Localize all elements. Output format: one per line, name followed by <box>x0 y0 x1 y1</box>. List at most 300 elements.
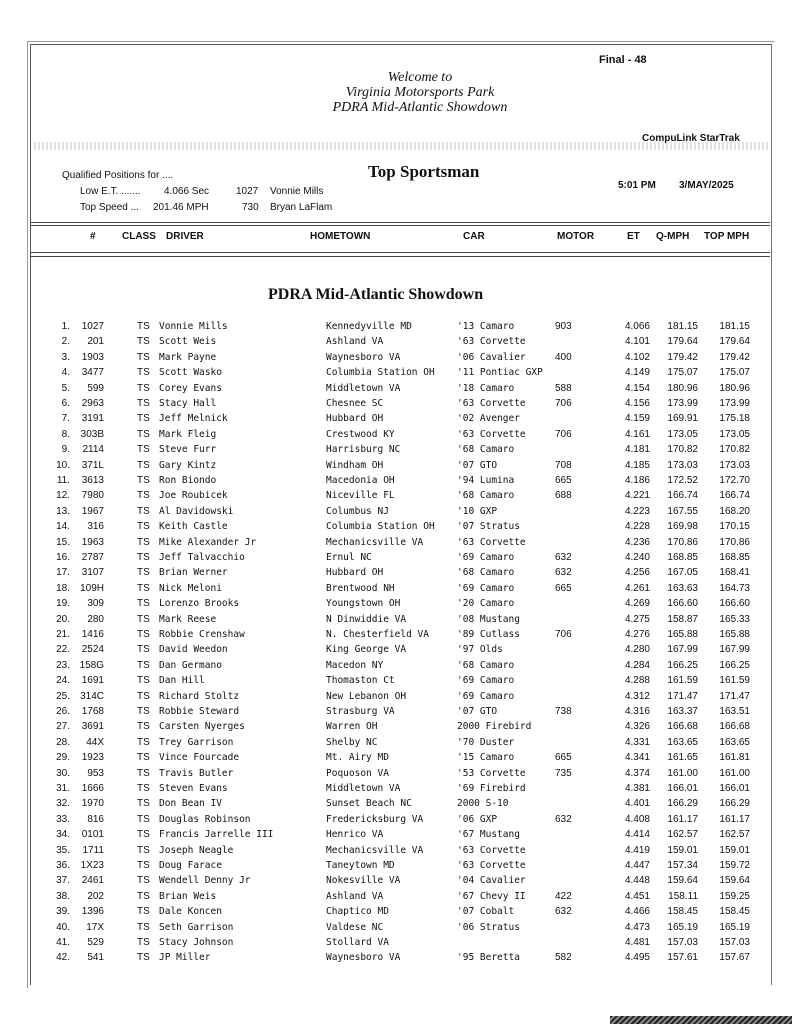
low-et-value: 4.066 Sec <box>164 186 210 197</box>
qualifying-mph: 158.45 <box>667 906 698 918</box>
table-row <box>0 537 792 552</box>
top-mph: 165.88 <box>719 629 750 640</box>
top-mph: 166.01 <box>719 783 750 794</box>
class-code: TS <box>137 937 150 948</box>
qualifying-mph: 161.65 <box>667 752 698 764</box>
motor: 735 <box>555 767 572 779</box>
elapsed-time: 4.419 <box>624 844 650 856</box>
result-position: 1. <box>61 321 70 332</box>
event-name: PDRA Mid-Atlantic Showdown <box>332 100 508 115</box>
result-position: 18. <box>56 582 70 594</box>
top-mph: 159.25 <box>719 890 750 902</box>
car-number: 2461 <box>81 875 104 887</box>
top-mph: 161.17 <box>719 813 750 825</box>
elapsed-time: 4.316 <box>624 706 650 717</box>
table-row <box>0 490 792 505</box>
top-mph: 172.70 <box>719 475 750 486</box>
hometown: Sunset Beach NC <box>326 798 412 810</box>
car-model: '68 Camaro <box>457 567 515 579</box>
table-row <box>0 367 792 382</box>
motor: 400 <box>555 351 572 363</box>
hometown: Ernul NC <box>326 552 372 563</box>
result-position: 23. <box>56 659 70 671</box>
class-code: TS <box>137 829 150 841</box>
driver-name: Ron Biondo <box>159 475 217 486</box>
elapsed-time: 4.341 <box>624 752 650 764</box>
table-row <box>0 552 792 567</box>
class-code: TS <box>137 505 150 517</box>
car-number: 17X <box>86 921 104 933</box>
driver-name: Mike Alexander Jr <box>159 536 257 548</box>
qualified-title: Qualified Positions for .... <box>62 170 174 181</box>
car-number: 1768 <box>81 706 104 717</box>
hometown: Waynesboro VA <box>326 952 401 964</box>
elapsed-time: 4.256 <box>624 567 650 579</box>
car-model: '02 Avenger <box>457 413 520 425</box>
elapsed-time: 4.221 <box>624 490 650 502</box>
class-code: TS <box>137 906 150 918</box>
car-number: 1903 <box>81 351 104 363</box>
result-position: 6. <box>61 398 70 409</box>
hometown: Poquoson VA <box>326 767 389 779</box>
motor: 665 <box>555 752 572 764</box>
result-position: 34. <box>56 829 70 841</box>
qualifying-mph: 170.86 <box>667 536 698 548</box>
driver-name: Mark Payne <box>159 351 217 363</box>
elapsed-time: 4.102 <box>624 351 650 363</box>
hometown: Taneytown MD <box>326 860 395 871</box>
hometown: Chesnee SC <box>326 398 384 409</box>
elapsed-time: 4.161 <box>624 428 650 440</box>
header-rule-bottom-2 <box>30 256 770 257</box>
car-number: 309 <box>87 598 104 610</box>
driver-name: David Weedon <box>159 644 228 656</box>
report-date: 3/MAY/2025 <box>679 180 734 191</box>
table-row <box>0 721 792 736</box>
top-mph: 167.99 <box>719 644 750 656</box>
top-speed-number: 730 <box>242 202 259 213</box>
hometown: Kennedyville MD <box>326 321 412 332</box>
car-number: 1X23 <box>80 860 104 871</box>
table-row <box>0 321 792 336</box>
class-code: TS <box>137 598 150 610</box>
result-position: 10. <box>56 459 70 471</box>
result-position: 5. <box>61 382 70 394</box>
motor: 632 <box>555 813 572 825</box>
result-position: 8. <box>61 428 70 440</box>
result-position: 20. <box>56 613 70 625</box>
col-header-number: # <box>90 231 96 242</box>
hometown: Fredericksburg VA <box>326 813 424 825</box>
motor: 738 <box>555 706 572 717</box>
car-model: '67 Mustang <box>457 829 520 841</box>
car-model: '18 Camaro <box>457 382 515 394</box>
welcome-line: Welcome to <box>387 70 453 85</box>
result-position: 7. <box>61 413 70 425</box>
car-model: '69 Camaro <box>457 675 515 687</box>
qualifying-mph: 173.05 <box>667 428 698 440</box>
result-position: 2. <box>61 336 70 348</box>
elapsed-time: 4.481 <box>624 937 650 948</box>
table-row <box>0 429 792 444</box>
top-mph: 173.99 <box>719 398 750 409</box>
top-mph: 166.29 <box>719 798 750 810</box>
top-mph: 170.15 <box>719 521 750 533</box>
low-et-number: 1027 <box>236 186 259 197</box>
class-code: TS <box>137 444 150 456</box>
table-row <box>0 336 792 351</box>
result-position: 25. <box>56 690 70 702</box>
result-position: 37. <box>56 875 70 887</box>
car-model: '69 Camaro <box>457 582 515 594</box>
table-row <box>0 922 792 937</box>
driver-name: Robbie Crenshaw <box>159 629 245 640</box>
motor: 632 <box>555 567 572 579</box>
hometown: Macedon NY <box>326 659 384 671</box>
car-number: 3107 <box>81 567 104 579</box>
driver-name: Lorenzo Brooks <box>159 598 240 610</box>
car-model: '94 Lumina <box>457 475 515 486</box>
timing-system: CompuLink StarTrak <box>642 133 740 144</box>
table-row <box>0 860 792 875</box>
top-mph: 159.64 <box>719 875 750 887</box>
top-mph: 163.65 <box>719 736 750 748</box>
car-number: 3613 <box>81 475 104 486</box>
car-model: '69 Camaro <box>457 552 515 563</box>
table-row <box>0 875 792 890</box>
driver-name: Carsten Nyerges <box>159 721 245 733</box>
class-code: TS <box>137 706 150 717</box>
top-mph: 164.73 <box>719 582 750 594</box>
car-number: 1691 <box>81 675 104 687</box>
result-position: 42. <box>56 952 70 964</box>
car-model: '95 Beretta <box>457 952 520 964</box>
table-row <box>0 783 792 798</box>
driver-name: Stacy Johnson <box>159 937 234 948</box>
elapsed-time: 4.066 <box>624 321 650 332</box>
elapsed-time: 4.284 <box>624 659 650 671</box>
qualifying-mph: 166.25 <box>667 659 698 671</box>
elapsed-time: 4.331 <box>624 736 650 748</box>
top-mph: 181.15 <box>719 321 750 332</box>
driver-name: Douglas Robinson <box>159 813 251 825</box>
car-model: '06 Cavalier <box>457 351 526 363</box>
top-mph: 161.59 <box>719 675 750 687</box>
class-code: TS <box>137 860 150 871</box>
driver-name: Mark Fleig <box>159 428 217 440</box>
result-position: 40. <box>56 921 70 933</box>
top-mph: 166.74 <box>719 490 750 502</box>
qualifying-mph: 161.00 <box>667 767 698 779</box>
driver-name: Francis Jarrelle III <box>159 829 274 841</box>
driver-name: Seth Garrison <box>159 921 234 933</box>
table-row <box>0 691 792 706</box>
top-mph: 165.33 <box>719 613 750 625</box>
motor: 582 <box>555 952 572 964</box>
table-row <box>0 598 792 613</box>
car-model: '69 Camaro <box>457 690 515 702</box>
qualifying-mph: 171.47 <box>667 690 698 702</box>
track-name: Virginia Motorsports Park <box>345 85 495 100</box>
car-model: '06 GXP <box>457 813 498 825</box>
table-row <box>0 521 792 536</box>
car-model: '04 Cavalier <box>457 875 526 887</box>
qualifying-mph: 165.88 <box>667 629 698 640</box>
car-number: 599 <box>87 382 104 394</box>
class-code: TS <box>137 428 150 440</box>
qualifying-mph: 161.59 <box>667 675 698 687</box>
qualifying-mph: 166.60 <box>667 598 698 610</box>
class-code: TS <box>137 921 150 933</box>
col-header-et: ET <box>627 231 640 242</box>
class-code: TS <box>137 752 150 764</box>
col-header-car: CAR <box>463 231 485 242</box>
hometown: Macedonia OH <box>326 475 395 486</box>
car-model: '67 Chevy II <box>457 890 526 902</box>
car-model: 2000 Firebird <box>457 721 532 733</box>
class-code: TS <box>137 890 150 902</box>
car-model: '07 Stratus <box>457 521 520 533</box>
top-mph: 157.03 <box>719 937 750 948</box>
table-row <box>0 706 792 721</box>
qualifying-mph: 166.01 <box>667 783 698 794</box>
motor: 688 <box>555 490 572 502</box>
car-number: 303B <box>80 428 104 440</box>
motor: 706 <box>555 428 572 440</box>
car-number: 201 <box>87 336 104 348</box>
hometown: Waynesboro VA <box>326 351 401 363</box>
car-model: '63 Corvette <box>457 398 526 409</box>
driver-name: Travis Butler <box>159 767 234 779</box>
hometown: Nokesville VA <box>326 875 401 887</box>
qualifying-mph: 175.07 <box>667 367 698 379</box>
hometown: Windham OH <box>326 459 384 471</box>
qualifying-mph: 163.37 <box>667 706 698 717</box>
welcome-header <box>220 70 620 115</box>
car-model: 2000 S-10 <box>457 798 509 810</box>
class-code: TS <box>137 336 150 348</box>
car-number: 2114 <box>82 444 104 456</box>
class-code: TS <box>137 521 150 533</box>
motor: 665 <box>555 582 572 594</box>
hometown: Warren OH <box>326 721 378 733</box>
top-mph: 162.57 <box>719 829 750 841</box>
table-row <box>0 737 792 752</box>
car-model: '53 Corvette <box>457 767 526 779</box>
hometown: Hubbard OH <box>326 413 384 425</box>
motor: 708 <box>555 459 572 471</box>
top-mph: 159.72 <box>719 860 750 871</box>
qualifying-mph: 167.05 <box>667 567 698 579</box>
result-position: 26. <box>56 706 70 717</box>
hometown: Crestwood KY <box>326 428 395 440</box>
elapsed-time: 4.495 <box>624 952 650 964</box>
table-row <box>0 506 792 521</box>
top-mph: 170.86 <box>719 536 750 548</box>
car-number: 3191 <box>81 413 104 425</box>
elapsed-time: 4.269 <box>624 598 650 610</box>
qualifying-mph: 158.11 <box>668 890 698 902</box>
top-mph: 161.00 <box>719 767 750 779</box>
car-model: '11 Pontiac GXP <box>457 367 543 379</box>
elapsed-time: 4.280 <box>624 644 650 656</box>
driver-name: Dan Germano <box>159 659 222 671</box>
car-number: 371L <box>81 459 104 471</box>
class-code: TS <box>137 736 150 748</box>
hometown: N Dinwiddie VA <box>326 613 407 625</box>
car-model: '63 Corvette <box>457 336 526 348</box>
driver-name: Brian Werner <box>159 567 228 579</box>
driver-name: Richard Stoltz <box>159 690 240 702</box>
qualifying-mph: 161.17 <box>667 813 698 825</box>
elapsed-time: 4.276 <box>624 629 650 640</box>
hometown: Middletown VA <box>326 783 401 794</box>
driver-name: Nick Meloni <box>159 582 222 594</box>
class-code: TS <box>137 690 150 702</box>
car-model: '20 Camaro <box>457 598 515 610</box>
class-code: TS <box>137 783 150 794</box>
top-mph: 175.18 <box>719 413 750 425</box>
motor: 632 <box>555 552 572 563</box>
driver-name: Steve Furr <box>159 444 217 456</box>
car-number: 541 <box>87 952 104 964</box>
class-code: TS <box>137 490 150 502</box>
table-row <box>0 768 792 783</box>
qualifying-mph: 180.96 <box>667 382 698 394</box>
top-mph: 157.67 <box>719 952 750 964</box>
result-position: 32. <box>56 798 70 810</box>
class-code: TS <box>137 952 150 964</box>
event-class-title: Top Sportsman <box>368 162 480 181</box>
car-number: 7980 <box>81 490 104 502</box>
qualifying-mph: 157.61 <box>667 952 698 964</box>
class-code: TS <box>137 629 150 640</box>
final-label: Final - 48 <box>599 54 647 66</box>
top-mph: 168.85 <box>719 552 750 563</box>
top-mph: 180.96 <box>719 382 750 394</box>
table-row <box>0 583 792 598</box>
qualifying-mph: 163.63 <box>667 582 698 594</box>
result-position: 13. <box>56 505 70 517</box>
qualifying-mph: 158.87 <box>667 613 698 625</box>
car-number: 1711 <box>82 844 104 856</box>
top-mph: 173.05 <box>719 428 750 440</box>
motor: 422 <box>555 890 572 902</box>
result-position: 35. <box>56 844 70 856</box>
car-number: 1963 <box>81 536 104 548</box>
qualifying-mph: 169.98 <box>667 521 698 533</box>
car-number: 158G <box>79 659 104 671</box>
result-position: 17. <box>56 567 70 579</box>
result-position: 9. <box>61 444 70 456</box>
hometown: Ashland VA <box>326 336 384 348</box>
driver-name: Scott Wasko <box>159 367 222 379</box>
class-code: TS <box>137 767 150 779</box>
hometown: Columbus NJ <box>326 505 389 517</box>
car-model: '68 Camaro <box>457 444 515 456</box>
table-row <box>0 614 792 629</box>
class-code: TS <box>137 721 150 733</box>
table-row <box>0 906 792 921</box>
table-row <box>0 460 792 475</box>
elapsed-time: 4.312 <box>624 690 650 702</box>
qualifying-mph: 168.85 <box>667 552 698 563</box>
driver-name: Wendell Denny Jr <box>159 875 251 887</box>
table-row <box>0 475 792 490</box>
driver-name: Jeff Talvacchio <box>159 552 245 563</box>
result-position: 4. <box>61 367 70 379</box>
driver-name: Jeff Melnick <box>159 413 228 425</box>
qualifying-mph: 170.82 <box>667 444 698 456</box>
elapsed-time: 4.473 <box>624 921 650 933</box>
col-header-driver: DRIVER <box>166 231 204 242</box>
car-number: 3477 <box>81 367 104 379</box>
car-model: '68 Camaro <box>457 659 515 671</box>
qualifying-mph: 166.68 <box>667 721 698 733</box>
car-model: '10 GXP <box>457 505 498 517</box>
hometown: Strasburg VA <box>326 706 395 717</box>
car-model: '63 Corvette <box>457 428 526 440</box>
qualifying-mph: 166.74 <box>667 490 698 502</box>
car-number: 2524 <box>81 644 104 656</box>
col-header-topmph: TOP MPH <box>704 231 750 242</box>
hometown: Ashland VA <box>326 890 384 902</box>
hometown: Brentwood NH <box>326 582 395 594</box>
qualifying-mph: 167.99 <box>667 644 698 656</box>
driver-name: Joe Roubicek <box>159 490 228 502</box>
elapsed-time: 4.240 <box>624 552 650 563</box>
section-title: PDRA Mid-Atlantic Showdown <box>268 286 484 303</box>
col-header-hometown: HOMETOWN <box>310 231 371 242</box>
qualifying-mph: 159.64 <box>667 875 698 887</box>
car-number: 2787 <box>81 552 104 563</box>
table-row <box>0 937 792 952</box>
driver-name: Joseph Neagle <box>159 844 234 856</box>
elapsed-time: 4.186 <box>624 475 650 486</box>
driver-name: Keith Castle <box>159 521 228 533</box>
car-model: '13 Camaro <box>457 321 515 332</box>
result-position: 24. <box>56 675 70 687</box>
table-row <box>0 444 792 459</box>
hometown: Youngstown OH <box>326 598 401 610</box>
table-row <box>0 413 792 428</box>
col-header-motor: MOTOR <box>557 231 595 242</box>
hometown: Thomaston Ct <box>326 675 395 687</box>
class-code: TS <box>137 798 150 810</box>
car-model: '07 GTO <box>457 706 498 717</box>
class-code: TS <box>137 413 150 425</box>
table-row <box>0 383 792 398</box>
elapsed-time: 4.466 <box>624 906 650 918</box>
class-code: TS <box>137 351 150 363</box>
hometown: Middletown VA <box>326 382 401 394</box>
elapsed-time: 4.185 <box>624 459 650 471</box>
car-model: '63 Corvette <box>457 536 526 548</box>
hometown: Henrico VA <box>326 829 384 841</box>
result-position: 29. <box>56 752 70 764</box>
table-row <box>0 891 792 906</box>
header-rule-top-2 <box>30 225 770 226</box>
elapsed-time: 4.288 <box>624 675 650 687</box>
qualifying-mph: 163.65 <box>667 736 698 748</box>
car-model: '97 Olds <box>457 644 503 656</box>
driver-name: Vonnie Mills <box>159 321 228 332</box>
motor: 588 <box>555 382 572 394</box>
elapsed-time: 4.159 <box>624 413 650 425</box>
report-time: 5:01 PM <box>618 180 656 191</box>
result-position: 15. <box>56 536 70 548</box>
car-number: 280 <box>87 613 104 625</box>
